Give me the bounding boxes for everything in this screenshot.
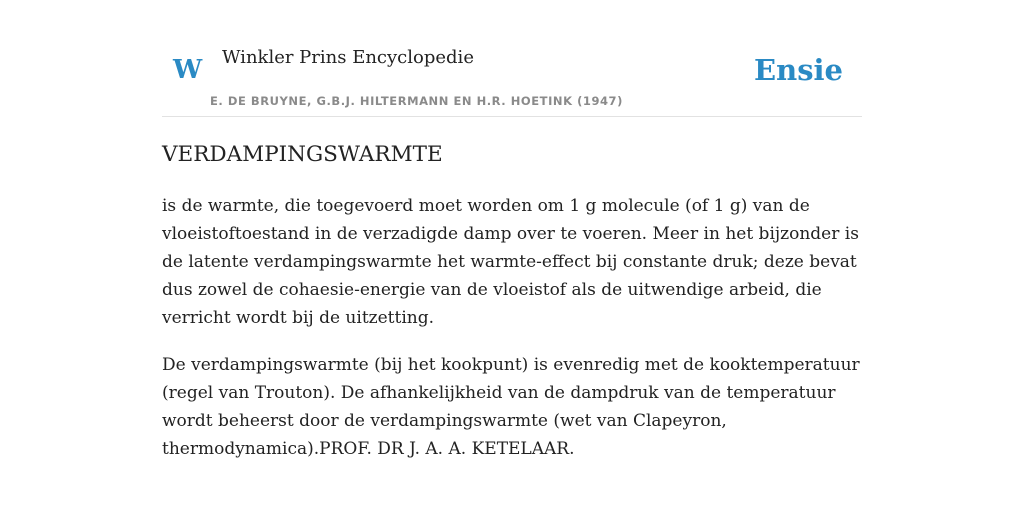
entry-title: VERDAMPINGSWARMTE: [162, 142, 443, 167]
entry-paragraph: De verdampingswarmte (bij het kookpunt) is evenredig met de kooktemperatuur (regel van Trouton). De afhankelijkheid van de dampdruk van de temperatuur wordt beheerst door de verdampingswarmte (wet van Clapeyron, thermodynamica).PROF. DR J. A. A. KETELAAR.: [162, 355, 860, 459]
winkler-prins-logo: W: [173, 55, 203, 85]
source-header: [162, 0, 862, 117]
source-authors: E. DE BRUYNE, G.B.J. HILTERMANN EN H.R. HOETINK (1947): [210, 94, 623, 108]
source-title[interactable]: Winkler Prins Encyclopedie: [222, 47, 474, 68]
entry-paragraph: is de warmte, die toegevoerd moet worden om 1 g molecule (of 1 g) van de vloeistoftoestand in de verzadigde damp over te voeren. Meer in het bijzonder is de latente verdampingswarmte het warmte-effect bij constante druk; deze bevat dus zowel de cohaesie-energie van de vloeistof als de uitwendige arbeid, die verricht wordt bij de uitzetting.: [162, 196, 859, 328]
ensie-logo-link[interactable]: Ensie: [754, 53, 843, 87]
